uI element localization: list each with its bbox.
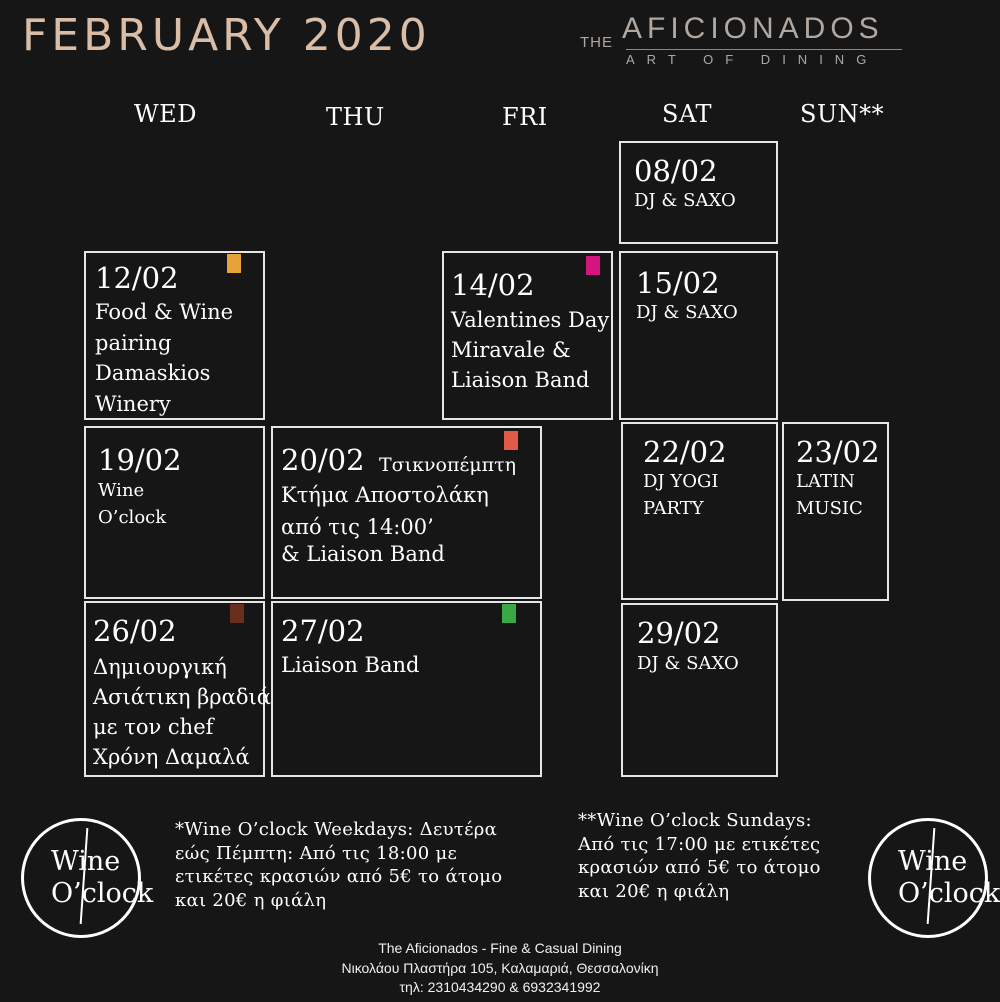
badge-line: O’clock — [51, 878, 154, 909]
note-line: και 20€ η φιάλη — [578, 880, 730, 902]
event-cell-19-02 — [84, 426, 265, 599]
event-date: 22/02 — [643, 435, 727, 469]
note-line: εώς Πέμπτη: Από τις 18:00 με — [175, 842, 458, 864]
event-cell-12-02 — [84, 251, 265, 420]
day-header-sat: SAT — [662, 100, 712, 128]
event-cell-26-02 — [84, 601, 271, 777]
logo-tagline: ART OF DINING — [626, 52, 879, 67]
event-cell-27-02 — [271, 601, 542, 777]
event-line: Liaison Band — [451, 368, 590, 392]
event-line: Κτήμα Αποστολάκη — [281, 483, 489, 507]
event-line: Winery — [95, 392, 171, 416]
footer-address: Νικολάου Πλαστήρα 105, Καλαμαριά, Θεσσαλονίκη — [341, 960, 659, 976]
event-cell-20-02 — [271, 426, 542, 599]
restaurant-logo — [580, 12, 910, 72]
event-line: DJ & SAXO — [636, 302, 738, 323]
event-category-marker — [230, 604, 244, 623]
logo-name: AFICIONADOS — [622, 12, 884, 45]
note-line: **Wine O’clock Sundays: — [578, 810, 812, 831]
event-category-marker — [586, 256, 600, 275]
event-cell-14-02 — [442, 251, 613, 420]
event-date: 12/02 — [95, 261, 179, 295]
event-line: Damaskios — [95, 361, 211, 385]
event-date: 23/02 — [796, 435, 880, 469]
event-category-marker — [502, 604, 516, 623]
event-line: LATIN — [796, 471, 855, 492]
logo-divider — [626, 49, 902, 50]
day-header-sun: SUN** — [800, 100, 885, 128]
event-cell-29-02 — [621, 603, 778, 777]
event-line: & Liaison Band — [281, 542, 445, 566]
event-date: 26/02 — [93, 614, 177, 648]
note-line: κρασιών από 5€ το άτομο — [578, 857, 821, 878]
wine-oclock-badge-left — [21, 818, 154, 938]
footer-restaurant: The Aficionados - Fine & Casual Dining — [378, 940, 622, 956]
event-line: με τον chef — [93, 715, 214, 739]
badge-line: Wine — [898, 846, 968, 877]
event-line: Miravale & — [451, 338, 571, 362]
page-title: FEBRUARY 2020 — [22, 10, 431, 61]
event-line: pairing — [95, 331, 172, 355]
badge-line: O’clock — [898, 878, 1000, 909]
event-cell-22-02 — [621, 422, 778, 600]
event-line: DJ YOGI — [643, 471, 719, 492]
event-title: Τσικνοπέμπτη — [379, 454, 517, 476]
event-line: Δημιουργική — [93, 655, 227, 679]
event-line: Valentines Day — [451, 308, 610, 332]
event-category-marker — [227, 254, 241, 273]
event-cell-15-02 — [619, 251, 778, 420]
day-header-wed: WED — [134, 100, 197, 128]
event-date: 20/02 — [281, 443, 365, 477]
sundays-note — [578, 809, 821, 903]
day-header-thu: THU — [326, 103, 385, 131]
event-line: O’clock — [98, 507, 167, 528]
note-line: Από τις 17:00 με ετικέτες — [578, 833, 821, 855]
event-line: Food & Wine — [95, 300, 234, 324]
event-date: 19/02 — [98, 443, 182, 477]
badge-line: Wine — [51, 846, 121, 877]
day-header-fri: FRI — [502, 103, 548, 131]
event-date: 29/02 — [637, 616, 721, 650]
note-line: *Wine O’clock Weekdays: Δευτέρα — [175, 819, 498, 840]
event-cell-08-02 — [619, 141, 778, 244]
note-line: και 20€ η φιάλη — [175, 889, 327, 911]
event-date: 08/02 — [634, 154, 718, 188]
event-date: 15/02 — [636, 266, 720, 300]
event-cell-23-02 — [782, 422, 889, 601]
weekdays-note — [175, 818, 502, 912]
event-line: Wine — [98, 480, 145, 501]
note-line: ετικέτες κρασιών από 5€ το άτομο — [175, 866, 503, 887]
event-line: MUSIC — [796, 498, 863, 519]
event-line: DJ & SAXO — [634, 190, 736, 211]
footer-phone: τηλ: 2310434290 & 6932341992 — [399, 979, 601, 995]
event-line: DJ & SAXO — [637, 653, 739, 674]
event-category-marker — [504, 431, 518, 450]
event-line: Χρόνη Δαμαλά — [93, 745, 250, 769]
wine-oclock-badge-right — [868, 818, 1000, 938]
logo-the: THE — [580, 34, 613, 51]
event-line: Liaison Band — [281, 653, 420, 677]
event-date: 14/02 — [451, 268, 535, 302]
event-date: 27/02 — [281, 614, 365, 648]
event-line: Ασιάτικη βραδιά — [93, 685, 271, 709]
event-line: από τις 14:00’ — [281, 515, 434, 539]
event-line: PARTY — [643, 498, 704, 519]
